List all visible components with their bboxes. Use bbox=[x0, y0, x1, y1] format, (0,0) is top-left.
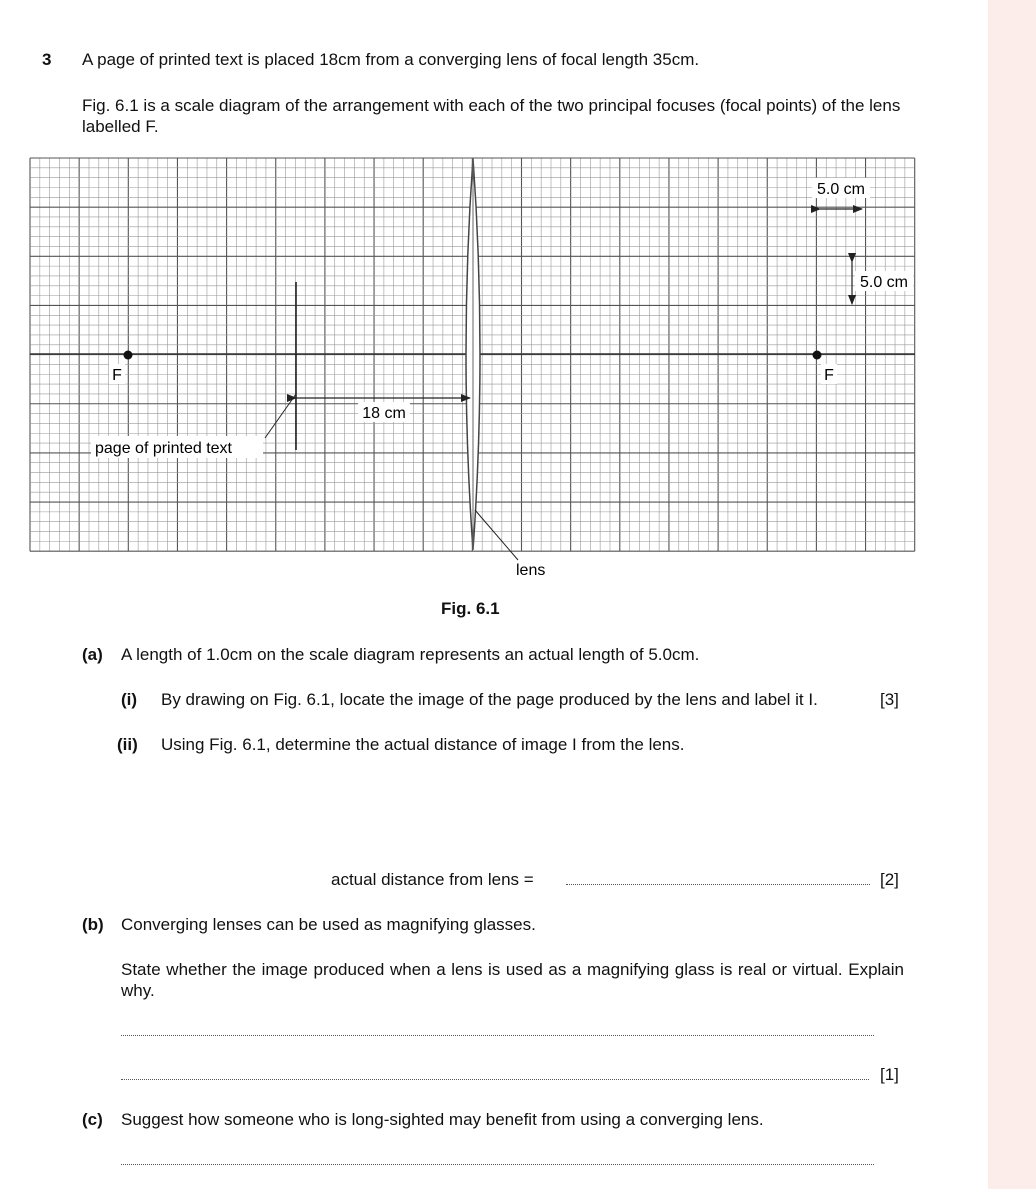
focus-right-label: F bbox=[824, 367, 834, 384]
figure-description: Fig. 6.1 is a scale diagram of the arrangement with each of the two principal focuses (focal points) of the lens labelled F. bbox=[82, 96, 901, 136]
part-b-label: (b) bbox=[82, 915, 104, 934]
figure-caption: Fig. 6.1 bbox=[441, 599, 500, 618]
focus-left-label: F bbox=[112, 367, 122, 384]
object-label: page of printed text bbox=[95, 440, 232, 457]
part-a-i-text: By drawing on Fig. 6.1, locate the image of the page produced by the lens and label it I. bbox=[161, 690, 818, 709]
scale-vertical-label: 5.0 cm bbox=[859, 274, 909, 291]
part-a-i-marks: [3] bbox=[880, 690, 899, 709]
part-b-text: Converging lenses can be used as magnifying glasses. bbox=[121, 915, 536, 934]
object-label-leader bbox=[265, 394, 296, 438]
focus-right-dot bbox=[813, 351, 822, 360]
scale-horizontal-label: 5.0 cm bbox=[816, 181, 866, 198]
part-c-label: (c) bbox=[82, 1110, 103, 1129]
part-a-ii-text: Using Fig. 6.1, determine the actual distance of image I from the lens. bbox=[161, 735, 685, 754]
part-a-i-label: (i) bbox=[121, 690, 138, 709]
question-number: 3 bbox=[42, 50, 52, 69]
part-a-text: A length of 1.0cm on the scale diagram represents an actual length of 5.0cm. bbox=[121, 645, 700, 664]
part-b-question: State whether the image produced when a lens is used as a magnifying glass is real or virtual. Explain why. bbox=[121, 960, 904, 1000]
object-distance-label: 18 cm bbox=[362, 405, 406, 422]
answer-line-c-1[interactable] bbox=[121, 1164, 874, 1165]
part-a-ii-label: (ii) bbox=[117, 735, 138, 754]
lens-label: lens bbox=[516, 562, 546, 579]
focus-left-dot bbox=[124, 351, 133, 360]
question-intro: A page of printed text is placed 18cm from a converging lens of focal length 35cm. bbox=[82, 50, 700, 69]
part-b-marks: [1] bbox=[880, 1065, 899, 1084]
answer-label: actual distance from lens = bbox=[331, 870, 534, 889]
answer-line-a-ii[interactable] bbox=[566, 884, 870, 885]
answer-line-b-1[interactable] bbox=[121, 1035, 874, 1036]
part-c-text: Suggest how someone who is long-sighted may benefit from using a converging lens. bbox=[121, 1110, 764, 1129]
part-a-ii-marks: [2] bbox=[880, 870, 899, 889]
answer-line-b-2[interactable] bbox=[121, 1079, 869, 1080]
part-a-label: (a) bbox=[82, 645, 103, 664]
